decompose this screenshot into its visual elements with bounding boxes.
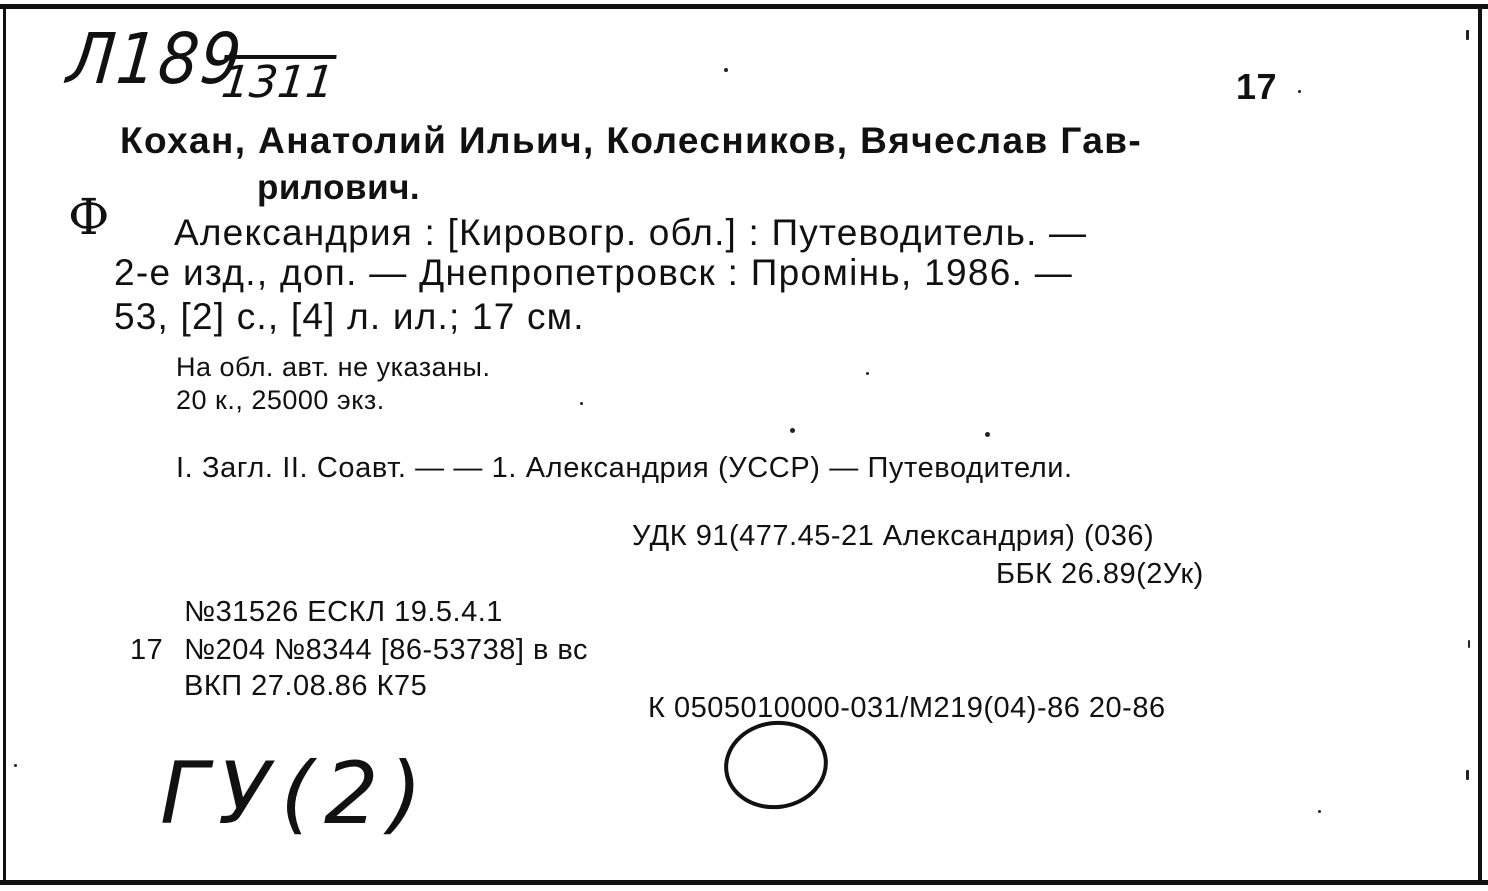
handwritten-fraction: 1311 [219,57,337,108]
scan-speck [1468,640,1470,648]
author-heading-line-1: Кохан, Анатолий Ильич, Колесников, Вячеслав Гав- [120,120,1143,161]
handwritten-shelfmark: Л189 [63,18,247,100]
scan-speck [580,402,583,405]
title-line-3: 53, [2] с., [4] л. ил.; 17 см. [114,296,585,337]
publisher-index: К 0505010000-031/М219(04)-86 20-86 [648,692,1166,724]
subject-tracing: I. Загл. II. Соавт. — — 1. Александрия (УССР) — Путеводители. [176,452,1073,484]
card-border-bottom [0,880,1488,885]
note-line-2: 20 к., 25000 экз. [176,385,385,415]
card-number: 17 [1236,66,1278,107]
card-border-left [3,4,6,885]
handdrawn-circle-mark [716,712,856,822]
title-line-2: 2-е изд., доп. — Днепропетровск : Промінь, 1986. — [114,252,1074,293]
scan-speck [1298,90,1301,93]
chamber-line-1: №31526 ЕСКЛ 19.5.4.1 [184,596,503,628]
scan-speck [1318,810,1321,813]
card-border-top [0,4,1488,9]
scan-speck [1466,770,1469,780]
udk-code: УДК 91(477.45-21 Александрия) (036) [632,520,1155,552]
scan-speck [790,428,795,433]
scan-speck [14,764,17,767]
chamber-line-2: №204 №8344 [86-53738] в вс [184,634,589,666]
chamber-line-2-prefix: 17 [130,634,164,666]
title-line-1: Александрия : [Кировогр. обл.] : Путеводитель. — [174,212,1088,253]
card-border-right [1478,4,1482,885]
scan-speck [724,68,728,72]
handwritten-f-mark: Ф [68,188,110,246]
chamber-line-3: ВКП 27.08.86 К75 [184,670,428,702]
handwritten-bottom-note: ГУ(2) [160,744,433,844]
bbk-code: ББК 26.89(2Ук) [996,558,1204,590]
note-line-1: На обл. авт. не указаны. [176,352,491,382]
scan-speck [866,372,869,375]
scan-speck [985,432,990,437]
scan-speck [1466,30,1469,40]
author-heading-line-2: рилович. [257,168,421,207]
